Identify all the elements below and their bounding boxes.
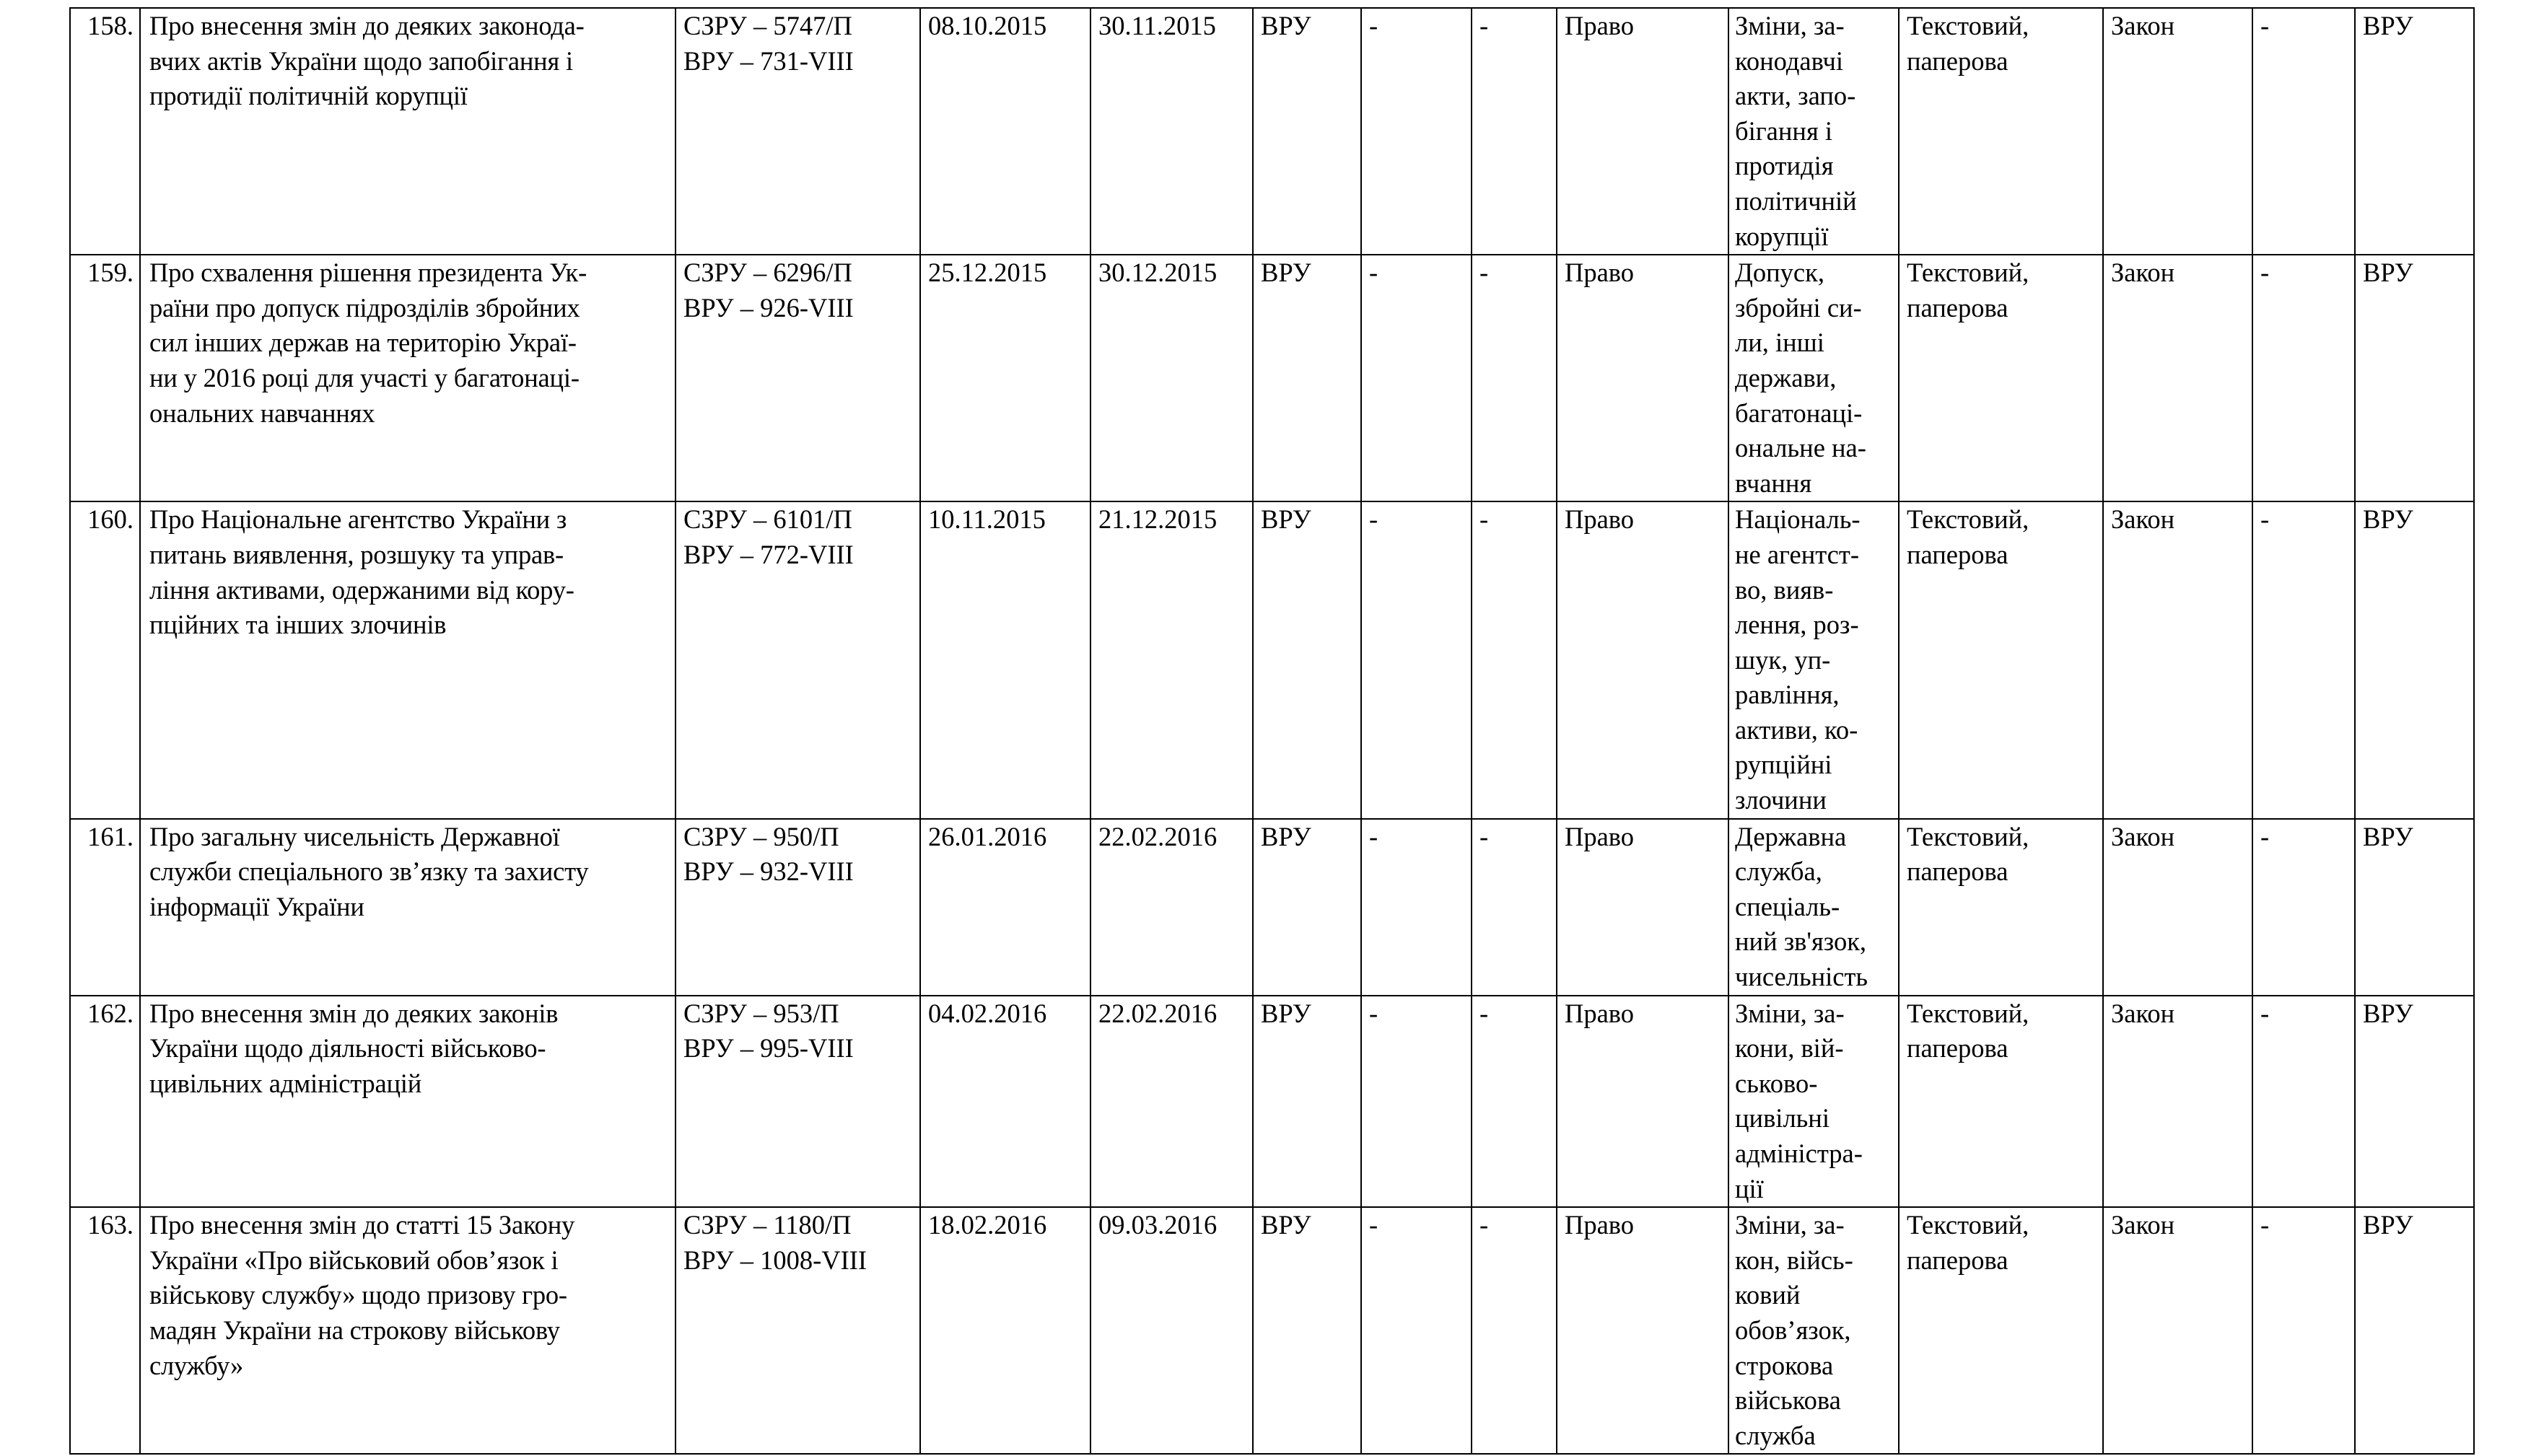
row-number: 163. [70,1207,140,1454]
empty-field-dash: - [1361,255,1472,501]
legislation-registry-table [69,7,2475,1455]
document-form: Текстовий, паперова [1899,255,2103,501]
keywords: Зміни, за- конодавчі акти, запо- бігання і протидія політичній корупції [1728,8,1899,255]
document-title: Про внесення змін до деяких законів України щодо діяльності військово- цивільних адміністрацій [140,996,676,1208]
holder-body: ВРУ [2355,1207,2474,1454]
issuing-body: ВРУ [1253,8,1361,255]
submission-date: 25.12.2015 [920,255,1090,501]
row-number: 159. [70,255,140,501]
empty-field-dash: - [1361,8,1472,255]
submission-date: 08.10.2015 [920,8,1090,255]
adoption-date: 30.11.2015 [1090,8,1253,255]
adoption-date: 21.12.2015 [1090,501,1253,818]
submission-date: 10.11.2015 [920,501,1090,818]
category: Право [1557,819,1728,996]
registration-number: СЗРУ – 950/П ВРУ – 932-VIII [676,819,920,996]
submission-date: 18.02.2016 [920,1207,1090,1454]
keywords: Державна служба, спеціаль- ний зв'язок, чисельність [1728,819,1899,996]
empty-field-dash: - [1472,255,1557,501]
holder-body: ВРУ [2355,819,2474,996]
document-type: Закон [2103,8,2252,255]
issuing-body: ВРУ [1253,255,1361,501]
holder-body: ВРУ [2355,8,2474,255]
row-number: 161. [70,819,140,996]
registration-number: СЗРУ – 6101/П ВРУ – 772-VIII [676,501,920,818]
keywords: Допуск, збройні си- ли, інші держави, багатонаці- ональне на- вчання [1728,255,1899,501]
row-number: 162. [70,996,140,1208]
document-title: Про загальну чисельність Державної служби спеціального зв’язку та захисту інформації України [140,819,676,996]
holder-body: ВРУ [2355,501,2474,818]
empty-field-dash: - [2252,819,2355,996]
table-row [70,255,2474,501]
category: Право [1557,1207,1728,1454]
document-type: Закон [2103,996,2252,1208]
registration-number: СЗРУ – 1180/П ВРУ – 1008-VIII [676,1207,920,1454]
registration-number: СЗРУ – 5747/П ВРУ – 731-VIII [676,8,920,255]
empty-field-dash: - [1472,501,1557,818]
document-form: Текстовий, паперова [1899,819,2103,996]
empty-field-dash: - [1361,501,1472,818]
adoption-date: 22.02.2016 [1090,996,1253,1208]
table-row [70,1207,2474,1454]
issuing-body: ВРУ [1253,501,1361,818]
empty-field-dash: - [1472,8,1557,255]
category: Право [1557,255,1728,501]
registration-number: СЗРУ – 6296/П ВРУ – 926-VIII [676,255,920,501]
empty-field-dash: - [2252,501,2355,818]
row-number: 160. [70,501,140,818]
submission-date: 04.02.2016 [920,996,1090,1208]
issuing-body: ВРУ [1253,819,1361,996]
table-row [70,996,2474,1208]
table-row [70,8,2474,255]
holder-body: ВРУ [2355,996,2474,1208]
keywords: Зміни, за- кони, вій- ськово- цивільні адміністра- ції [1728,996,1899,1208]
empty-field-dash: - [1472,1207,1557,1454]
empty-field-dash: - [1472,819,1557,996]
keywords: Національ- не агентст- во, вияв- лення, роз- шук, уп- равління, активи, ко- рупційні злочини [1728,501,1899,818]
adoption-date: 22.02.2016 [1090,819,1253,996]
empty-field-dash: - [1361,996,1472,1208]
document-type: Закон [2103,819,2252,996]
registration-number: СЗРУ – 953/П ВРУ – 995-VIII [676,996,920,1208]
document-type: Закон [2103,1207,2252,1454]
empty-field-dash: - [1472,996,1557,1208]
document-form: Текстовий, паперова [1899,1207,2103,1454]
issuing-body: ВРУ [1253,996,1361,1208]
document-title: Про внесення змін до деяких законода- вчих актів України щодо запобігання і протидії політичній корупції [140,8,676,255]
adoption-date: 09.03.2016 [1090,1207,1253,1454]
adoption-date: 30.12.2015 [1090,255,1253,501]
document-title: Про Національне агентство України з питань виявлення, розшуку та управ- ління активами, одержаними від кору- пційних та інших злочинів [140,501,676,818]
table-row [70,501,2474,818]
empty-field-dash: - [2252,255,2355,501]
category: Право [1557,996,1728,1208]
category: Право [1557,501,1728,818]
submission-date: 26.01.2016 [920,819,1090,996]
holder-body: ВРУ [2355,255,2474,501]
table-row [70,819,2474,996]
issuing-body: ВРУ [1253,1207,1361,1454]
empty-field-dash: - [1361,819,1472,996]
category: Право [1557,8,1728,255]
row-number: 158. [70,8,140,255]
keywords: Зміни, за- кон, війсь- ковий обов’язок, строкова військова служба [1728,1207,1899,1454]
document-type: Закон [2103,501,2252,818]
empty-field-dash: - [1361,1207,1472,1454]
empty-field-dash: - [2252,996,2355,1208]
empty-field-dash: - [2252,1207,2355,1454]
document-title: Про схвалення рішення президента Ук- раїни про допуск підрозділів збройних сил інших держав на територію Украї- ни у 2016 році для участі у багатонаці- ональних навчаннях [140,255,676,501]
empty-field-dash: - [2252,8,2355,255]
document-form: Текстовий, паперова [1899,501,2103,818]
document-form: Текстовий, паперова [1899,8,2103,255]
document-title: Про внесення змін до статті 15 Закону України «Про військовий обов’язок і військову службу» щодо призову гро- мадян України на строкову військову службу» [140,1207,676,1454]
document-type: Закон [2103,255,2252,501]
document-form: Текстовий, паперова [1899,996,2103,1208]
